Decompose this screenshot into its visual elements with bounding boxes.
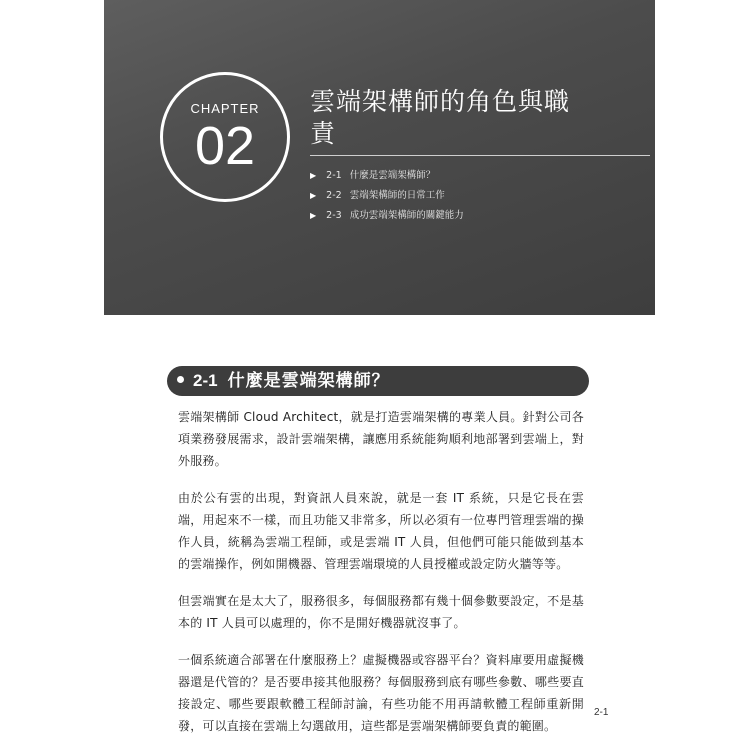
toc-item (310, 166, 464, 186)
title-divider (310, 155, 650, 156)
body-paragraph: 一個系統適合部署在什麼服務上？虛擬機器或容器平台？資料庫要用虛擬機器還是代管的？是否要串接其他服務？每個服務到底有哪些參數、哪些要直接設定、哪些要跟軟體工程師討論，有些功能不用再請軟體工程師重新開發，可以直接在雲端上勾選啟用，這些都是雲端架構師要負責的範圍。 (178, 653, 584, 733)
triangle-right-icon: ▶ (310, 191, 317, 200)
body-paragraph: 但雲端實在是太大了，服務很多，每個服務都有幾十個參數要設定，不是基本的 IT 人員可以處理的，你不是開好機器就沒事了。 (178, 594, 584, 630)
toc-item-number: 2-3 (326, 210, 342, 221)
toc-item-title: 雲端架構師的日常工作 (349, 190, 445, 201)
chapter-title: 雲端架構師的角色與職責 (310, 87, 571, 148)
triangle-right-icon: ▶ (310, 211, 317, 220)
page-number: 2-1 (594, 707, 609, 718)
body-paragraph: 雲端架構師 Cloud Architect，就是打造雲端架構的專業人員。針對公司各項業務發展需求，設計雲端架構，讓應用系統能夠順利地部署到雲端上，對外服務。 (178, 410, 584, 468)
toc-item (310, 186, 464, 206)
chapter-number: 02 (194, 116, 256, 176)
chapter-label: CHAPTER (190, 101, 260, 116)
section-number: 2-1 (193, 371, 218, 390)
chapter-banner (104, 0, 655, 315)
chapter-badge (160, 72, 290, 202)
toc-item-title: 成功雲端架構師的關鍵能力 (349, 210, 464, 221)
body-paragraph: 由於公有雲的出現，對資訊人員來說，就是一套 IT 系統，只是它長在雲端，用起來不一樣，而且功能又非常多，所以必須有一位專門管理雲端的操作人員，統稱為雲端工程師，或是雲端 IT 人員，但他們可能只能做到基本的雲端操作，例如開機器、管理雲端環境的人員授權或設定防火牆等等。 (178, 491, 584, 571)
section-heading (167, 366, 589, 396)
circle-bullet-icon (177, 376, 184, 383)
toc-item (310, 206, 464, 226)
chapter-toc (310, 166, 464, 226)
section-body (178, 406, 584, 752)
toc-item-number: 2-1 (326, 170, 342, 181)
section-title: 什麼是雲端架構師？ (227, 371, 390, 391)
toc-item-number: 2-2 (326, 190, 342, 201)
triangle-right-icon: ▶ (310, 171, 317, 180)
toc-item-title: 什麼是雲端架構師？ (349, 170, 436, 181)
